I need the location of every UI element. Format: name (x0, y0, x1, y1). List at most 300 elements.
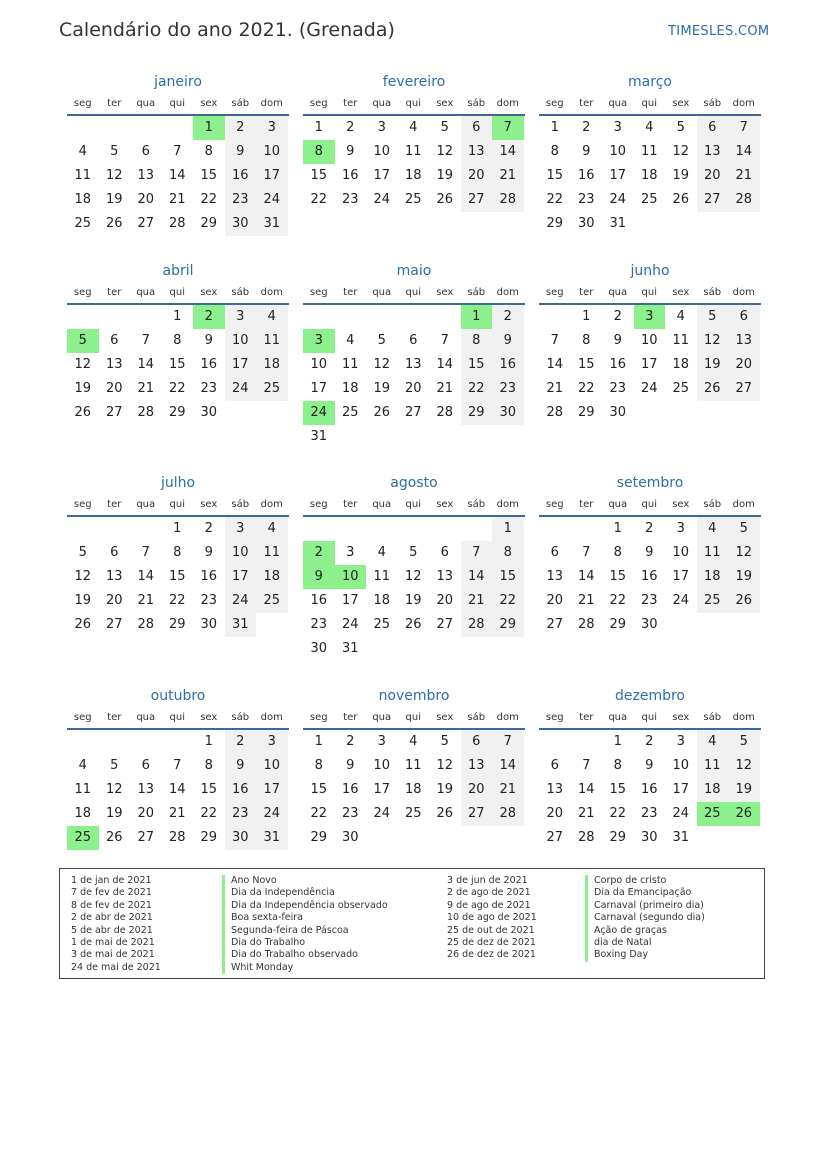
day-cell: 10 (310, 357, 328, 372)
day-cell: 16 (640, 782, 658, 797)
day-cell: 3 (346, 545, 355, 560)
day-cell: 13 (137, 782, 155, 797)
month-novembro (303, 686, 525, 850)
holiday-list (59, 868, 765, 979)
day-cell: 21 (137, 381, 155, 396)
day-cell: 8 (492, 541, 524, 565)
day-cell: 10 (373, 144, 391, 159)
day-cell: 27 (546, 830, 564, 845)
empty-cell (130, 305, 162, 329)
day-cell: 17 (341, 593, 359, 608)
day-cell: 20 (461, 778, 493, 802)
day-cell: 14 (492, 140, 524, 164)
weekday-label: seg (309, 499, 328, 510)
week-row (67, 401, 288, 425)
weekday-label: sáb (703, 499, 722, 510)
empty-cell (697, 212, 729, 236)
week-row (67, 377, 288, 401)
day-cell: 12 (672, 144, 690, 159)
week-row (67, 164, 288, 188)
weekday-label: seg (309, 287, 328, 298)
day-cell: 12 (105, 168, 123, 183)
weekday-label: qua (608, 287, 628, 298)
month-outubro (67, 686, 289, 850)
day-cell: 15 (310, 782, 328, 797)
weekday-label: sáb (703, 287, 722, 298)
weekday-label: ter (343, 287, 358, 298)
weekday-label: seg (545, 287, 564, 298)
day-cell: 23 (640, 593, 658, 608)
day-cell: 8 (613, 758, 622, 773)
day-cell: 1 (173, 309, 182, 324)
week-row (539, 116, 760, 140)
day-cell: 6 (141, 144, 150, 159)
holiday-name: Carnaval (primeiro dia) (585, 900, 705, 912)
weekday-header (303, 284, 525, 305)
day-cell: 16 (310, 593, 328, 608)
weekday-label: qui (169, 499, 185, 510)
day-cell: 22 (609, 593, 627, 608)
day-cell: 17 (609, 168, 627, 183)
weekday-label: sex (436, 98, 454, 109)
day-cell: 29 (200, 830, 218, 845)
day-cell: 15 (200, 168, 218, 183)
day-cell: 17 (672, 782, 690, 797)
day-cell: 10 (640, 333, 658, 348)
week-row (67, 353, 288, 377)
day-cell: 31 (310, 429, 328, 444)
holiday-date: 7 de fev de 2021 (71, 887, 152, 899)
month-dezembro (539, 686, 761, 850)
week-row (539, 802, 760, 826)
empty-cell (335, 425, 367, 449)
day-cell: 12 (728, 754, 760, 778)
day-cell: 2 (346, 734, 355, 749)
day-cell: 24 (225, 377, 257, 401)
day-cell: 5 (440, 120, 449, 135)
day-cell: 23 (341, 806, 359, 821)
day-cell: 17 (225, 353, 257, 377)
day-cell: 14 (436, 357, 454, 372)
empty-cell (492, 637, 524, 661)
day-cell: 19 (672, 168, 690, 183)
day-cell: 28 (168, 216, 186, 231)
day-cell: 12 (697, 329, 729, 353)
day-cell: 15 (168, 569, 186, 584)
day-cell: 20 (137, 192, 155, 207)
day-cell: 21 (461, 589, 493, 613)
weekday-label: ter (343, 98, 358, 109)
day-cell: 16 (225, 164, 257, 188)
day-cell: 11 (404, 144, 422, 159)
day-cell: 1 (173, 521, 182, 536)
week-row (303, 802, 524, 826)
day-cell: 21 (546, 381, 564, 396)
day-cell: 20 (137, 806, 155, 821)
weekday-label: qui (169, 712, 185, 723)
empty-cell (634, 401, 666, 425)
day-cell: 3 (377, 120, 386, 135)
day-cell: 2 (645, 521, 654, 536)
day-cell: 30 (609, 405, 627, 420)
weekday-label: qui (169, 287, 185, 298)
holiday-name: Ação de graças (585, 925, 705, 937)
day-cell: 4 (377, 545, 386, 560)
holiday-day-cell: 1 (193, 116, 225, 140)
day-cell: 18 (341, 381, 359, 396)
week-row (539, 541, 760, 565)
day-cell: 8 (550, 144, 559, 159)
holiday-date: 2 de ago de 2021 (447, 887, 531, 899)
day-cell: 8 (613, 545, 622, 560)
empty-cell (697, 826, 729, 850)
month-setembro (539, 473, 761, 637)
holiday-name: Boxing Day (585, 949, 705, 961)
holiday-day-cell: 24 (303, 401, 335, 425)
empty-cell (539, 517, 571, 541)
day-cell: 20 (546, 593, 564, 608)
day-cell: 5 (728, 517, 760, 541)
empty-cell (728, 401, 760, 425)
day-cell: 22 (310, 806, 328, 821)
weekday-label: sex (200, 499, 218, 510)
day-cell: 22 (492, 589, 524, 613)
month-janeiro (67, 72, 289, 236)
weekday-label: seg (309, 98, 328, 109)
holiday-date: 8 de fev de 2021 (71, 899, 152, 911)
month-name: dezembro (615, 688, 685, 704)
week-row (303, 754, 524, 778)
day-cell: 10 (672, 758, 690, 773)
month-name: maio (396, 263, 432, 279)
week-row (67, 329, 288, 353)
weekday-label: qui (641, 712, 657, 723)
day-cell: 7 (582, 758, 591, 773)
week-row (67, 802, 288, 826)
day-cell: 2 (225, 116, 257, 140)
empty-cell (67, 305, 99, 329)
holiday-day-cell: 10 (335, 565, 367, 589)
empty-cell (571, 517, 603, 541)
day-cell: 9 (204, 545, 213, 560)
day-cell: 17 (373, 168, 391, 183)
empty-cell (728, 613, 760, 637)
day-cell: 1 (204, 734, 213, 749)
empty-cell (634, 212, 666, 236)
holiday-name: Corpo de cristo (585, 875, 705, 887)
day-cell: 19 (436, 168, 454, 183)
empty-cell (492, 425, 524, 449)
day-cell: 24 (672, 593, 690, 608)
day-cell: 15 (609, 569, 627, 584)
day-cell: 25 (256, 589, 288, 613)
day-cell: 26 (672, 192, 690, 207)
holiday-day-cell: 2 (193, 305, 225, 329)
empty-cell (398, 305, 430, 329)
day-cell: 8 (204, 144, 213, 159)
empty-cell (303, 517, 335, 541)
holiday-name: Dia do Trabalho observado (222, 949, 388, 961)
week-row (539, 164, 760, 188)
day-cell: 3 (613, 120, 622, 135)
weekday-label: ter (579, 287, 594, 298)
day-cell: 23 (609, 381, 627, 396)
day-cell: 23 (225, 188, 257, 212)
empty-cell (99, 116, 131, 140)
weekday-label: dom (496, 712, 519, 723)
day-cell: 2 (645, 734, 654, 749)
weekday-header (539, 95, 761, 116)
weekday-label: ter (579, 712, 594, 723)
empty-cell (130, 517, 162, 541)
day-cell: 27 (105, 617, 123, 632)
empty-cell (429, 425, 461, 449)
holiday-day-cell: 7 (492, 116, 524, 140)
day-cell: 24 (373, 192, 391, 207)
day-cell: 13 (546, 569, 564, 584)
day-cell: 23 (341, 192, 359, 207)
holiday-name: Segunda-feira de Páscoa (222, 925, 388, 937)
holiday-name: Dia da Independência (222, 887, 388, 899)
day-cell: 28 (168, 830, 186, 845)
day-cell: 28 (137, 617, 155, 632)
empty-cell (99, 517, 131, 541)
weekday-header (67, 709, 289, 730)
week-row (67, 212, 288, 236)
weekday-label: dom (260, 712, 283, 723)
holiday-date: 2 de abr de 2021 (71, 912, 153, 924)
day-cell: 1 (582, 309, 591, 324)
day-cell: 24 (609, 192, 627, 207)
empty-cell (571, 730, 603, 754)
day-cell: 5 (377, 333, 386, 348)
day-cell: 1 (613, 734, 622, 749)
day-cell: 3 (256, 116, 288, 140)
day-cell: 11 (256, 329, 288, 353)
day-cell: 27 (137, 830, 155, 845)
day-cell: 11 (74, 168, 92, 183)
week-row (539, 754, 760, 778)
weekday-label: qua (372, 712, 392, 723)
day-cell: 18 (697, 778, 729, 802)
day-cell: 7 (173, 758, 182, 773)
day-cell: 15 (577, 357, 595, 372)
week-row (67, 305, 288, 329)
day-cell: 14 (168, 168, 186, 183)
holiday-date-column (447, 875, 537, 962)
day-cell: 19 (373, 381, 391, 396)
week-row (303, 188, 524, 212)
day-cell: 6 (110, 333, 119, 348)
day-cell: 3 (256, 730, 288, 754)
day-cell: 22 (168, 593, 186, 608)
day-cell: 27 (137, 216, 155, 231)
day-cell: 13 (105, 569, 123, 584)
day-cell: 31 (672, 830, 690, 845)
week-row (303, 329, 524, 353)
day-cell: 9 (346, 758, 355, 773)
day-cell: 5 (409, 545, 418, 560)
day-cell: 21 (492, 164, 524, 188)
day-cell: 14 (728, 140, 760, 164)
day-cell: 10 (256, 140, 288, 164)
day-cell: 15 (609, 782, 627, 797)
day-cell: 16 (225, 778, 257, 802)
empty-cell (225, 401, 257, 425)
weekday-label: ter (107, 499, 122, 510)
day-cell: 7 (492, 730, 524, 754)
day-cell: 23 (577, 192, 595, 207)
day-cell: 12 (728, 541, 760, 565)
day-cell: 30 (341, 830, 359, 845)
week-row (539, 305, 760, 329)
day-cell: 17 (256, 778, 288, 802)
day-cell: 22 (310, 192, 328, 207)
empty-cell (366, 517, 398, 541)
weekday-header (539, 709, 761, 730)
weekday-label: seg (545, 98, 564, 109)
weekday-label: ter (107, 287, 122, 298)
day-cell: 13 (105, 357, 123, 372)
weekday-label: sáb (467, 499, 486, 510)
weekday-label: dom (496, 98, 519, 109)
day-cell: 2 (492, 305, 524, 329)
empty-cell (366, 425, 398, 449)
day-cell: 7 (141, 545, 150, 560)
weekday-label: ter (343, 499, 358, 510)
day-cell: 25 (74, 216, 92, 231)
empty-cell (162, 116, 194, 140)
week-row (539, 613, 760, 637)
day-cell: 17 (310, 381, 328, 396)
day-cell: 24 (256, 802, 288, 826)
weekday-label: dom (732, 98, 755, 109)
weekday-label: seg (545, 499, 564, 510)
day-cell: 12 (373, 357, 391, 372)
empty-cell (256, 401, 288, 425)
day-cell: 13 (728, 329, 760, 353)
day-cell: 9 (225, 140, 257, 164)
month-name: junho (630, 263, 670, 279)
weekday-label: dom (732, 287, 755, 298)
day-cell: 4 (78, 144, 87, 159)
holiday-name-column (222, 875, 388, 974)
day-cell: 9 (645, 545, 654, 560)
empty-cell (665, 613, 697, 637)
weekday-label: qua (136, 98, 156, 109)
empty-cell (429, 305, 461, 329)
month-name: outubro (150, 688, 206, 704)
week-row (303, 778, 524, 802)
day-cell: 28 (577, 830, 595, 845)
empty-cell (665, 212, 697, 236)
day-cell: 29 (168, 405, 186, 420)
day-cell: 24 (341, 617, 359, 632)
site-link[interactable]: TIMESLES.COM (668, 24, 770, 39)
day-cell: 20 (436, 593, 454, 608)
day-cell: 4 (697, 730, 729, 754)
holiday-name: Whit Monday (222, 962, 388, 974)
week-row (67, 188, 288, 212)
month-name: janeiro (154, 74, 202, 90)
day-cell: 15 (168, 357, 186, 372)
empty-cell (461, 425, 493, 449)
empty-cell (492, 826, 524, 850)
day-cell: 19 (436, 782, 454, 797)
day-cell: 14 (137, 357, 155, 372)
day-cell: 17 (373, 782, 391, 797)
day-cell: 12 (74, 357, 92, 372)
weekday-label: sex (672, 499, 690, 510)
day-cell: 14 (577, 782, 595, 797)
day-cell: 6 (461, 116, 493, 140)
week-row (539, 329, 760, 353)
holiday-date-column (71, 875, 161, 974)
day-cell: 2 (225, 730, 257, 754)
empty-cell (728, 826, 760, 850)
day-cell: 13 (461, 140, 493, 164)
day-cell: 19 (105, 806, 123, 821)
weekday-header (67, 284, 289, 305)
weekday-label: ter (579, 98, 594, 109)
week-row (539, 589, 760, 613)
holiday-name: Dia do Trabalho (222, 937, 388, 949)
day-cell: 17 (672, 569, 690, 584)
weekday-label: qui (641, 287, 657, 298)
day-cell: 22 (609, 806, 627, 821)
week-row (67, 140, 288, 164)
week-row (67, 613, 288, 637)
empty-cell (366, 637, 398, 661)
day-cell: 4 (409, 734, 418, 749)
day-cell: 1 (550, 120, 559, 135)
day-cell: 9 (645, 758, 654, 773)
day-cell: 21 (436, 381, 454, 396)
day-cell: 7 (461, 541, 493, 565)
day-cell: 2 (582, 120, 591, 135)
day-cell: 16 (640, 569, 658, 584)
empty-cell (728, 212, 760, 236)
day-cell: 26 (74, 617, 92, 632)
day-cell: 27 (461, 802, 493, 826)
weekday-label: ter (107, 98, 122, 109)
day-cell: 28 (137, 405, 155, 420)
week-row (303, 401, 524, 425)
week-row (303, 377, 524, 401)
holiday-date: 5 de abr de 2021 (71, 924, 153, 936)
day-cell: 9 (204, 333, 213, 348)
day-cell: 30 (577, 216, 595, 231)
weekday-label: qua (372, 287, 392, 298)
day-cell: 11 (640, 144, 658, 159)
week-row (303, 425, 524, 449)
day-cell: 14 (577, 569, 595, 584)
weekday-label: sex (436, 499, 454, 510)
holiday-date: 3 de mai de 2021 (71, 949, 155, 961)
day-cell: 26 (105, 830, 123, 845)
day-cell: 9 (582, 144, 591, 159)
week-row (539, 401, 760, 425)
day-cell: 21 (137, 593, 155, 608)
holiday-day-cell: 5 (67, 329, 99, 353)
weekday-label: qui (641, 98, 657, 109)
day-cell: 4 (697, 517, 729, 541)
day-cell: 31 (256, 826, 288, 850)
day-cell: 30 (492, 401, 524, 425)
day-cell: 13 (436, 569, 454, 584)
weekday-label: qua (136, 499, 156, 510)
day-cell: 8 (461, 329, 493, 353)
